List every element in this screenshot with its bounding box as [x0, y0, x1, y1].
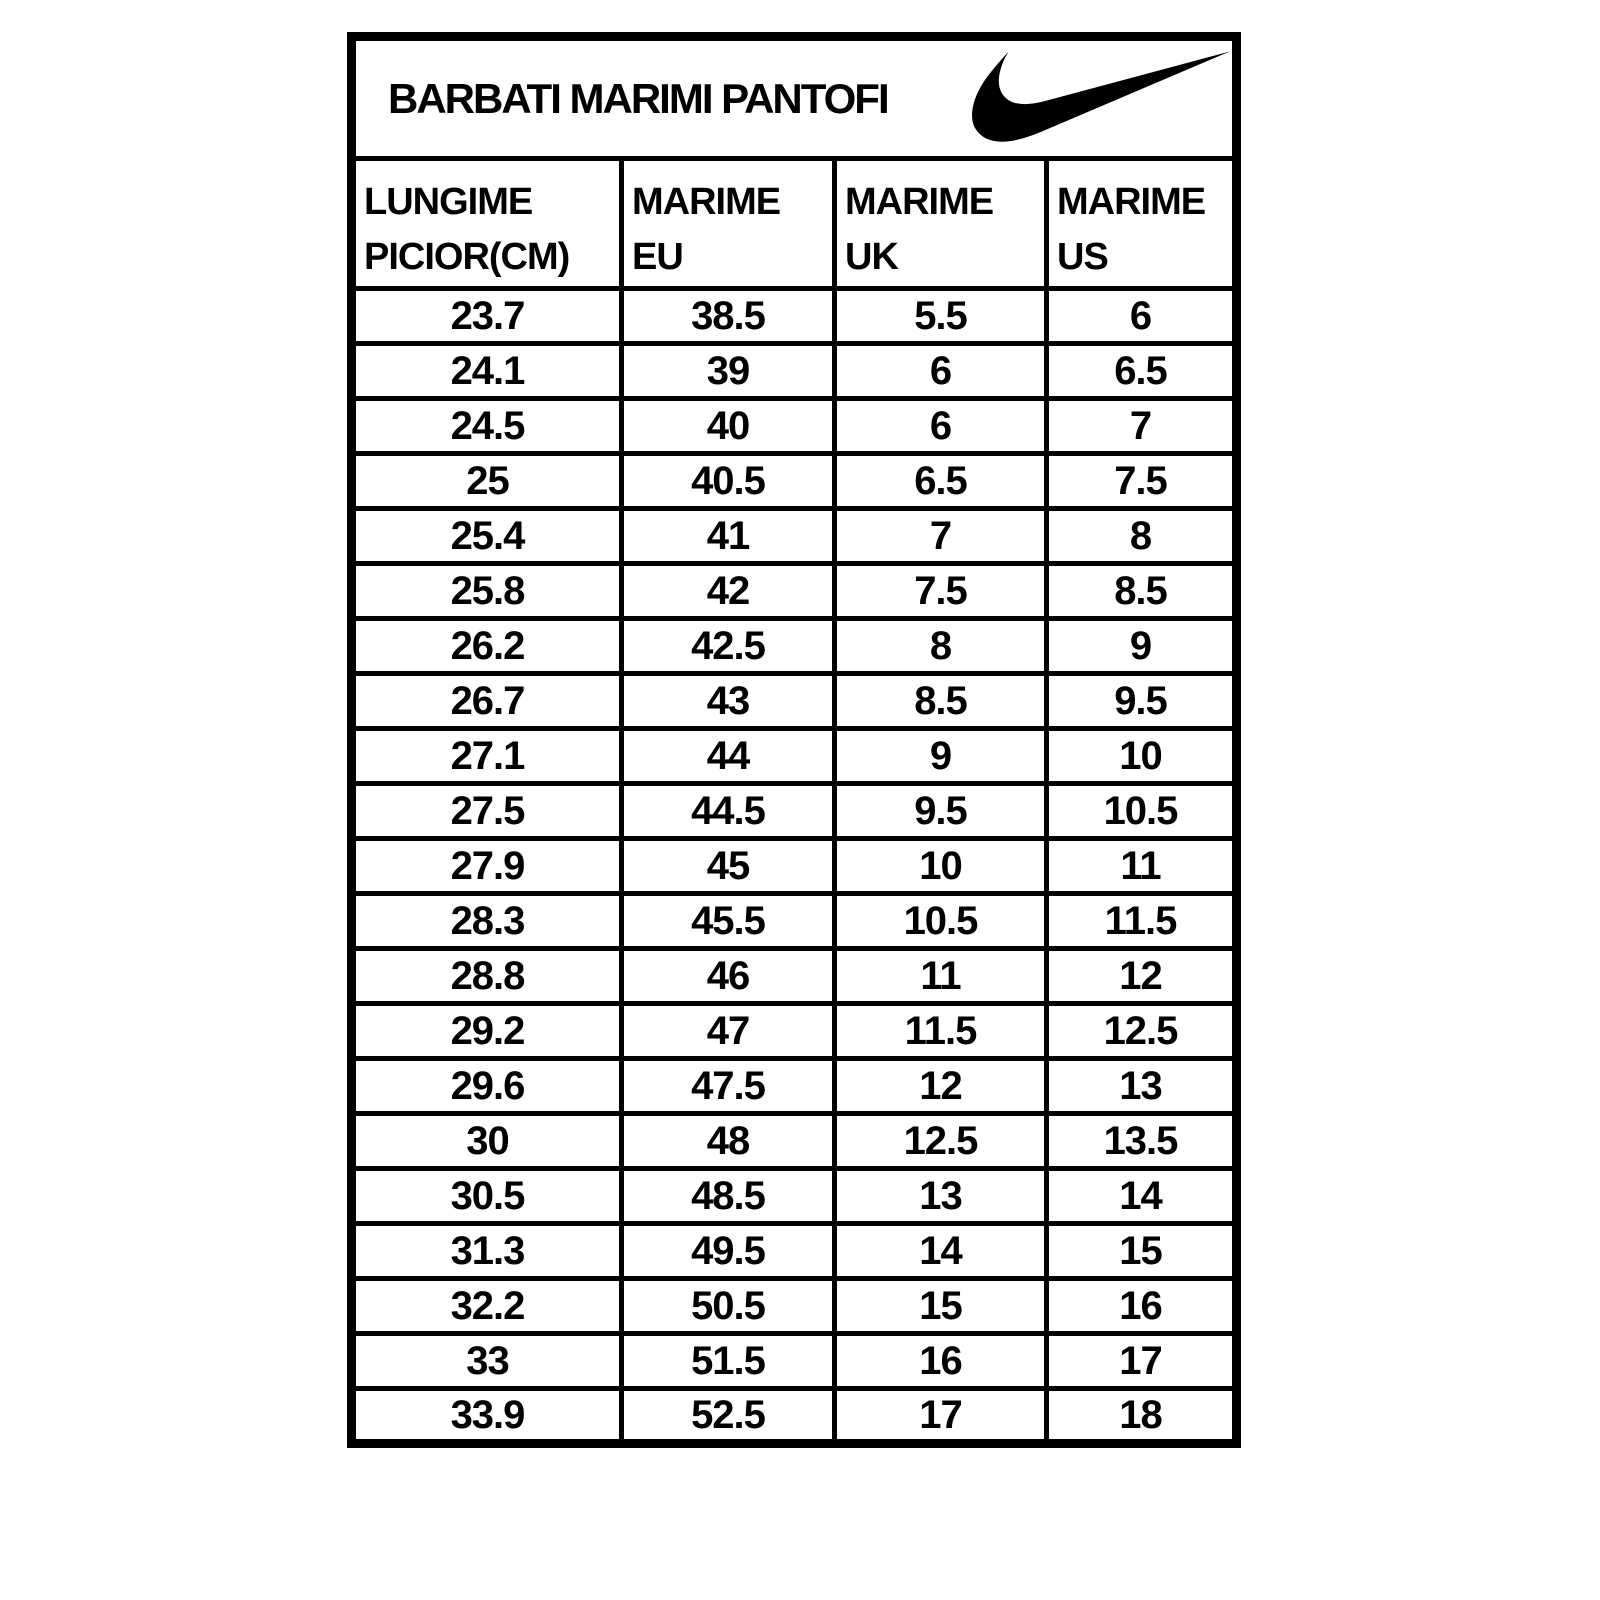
col-header-line1: MARIME: [632, 181, 781, 223]
cell-lungime-picior-cm: 29.6: [352, 1059, 622, 1114]
cell-lungime-picior-cm: 33: [352, 1334, 622, 1389]
table-row: [352, 454, 1237, 509]
cell-marime-eu: 43: [622, 674, 835, 729]
col-header-line1: MARIME: [1057, 181, 1206, 223]
cell-marime-eu: 39: [622, 344, 835, 399]
cell-marime-uk: 10.5: [835, 894, 1047, 949]
cell-marime-eu: 48.5: [622, 1169, 835, 1224]
cell-marime-us: 16: [1047, 1279, 1237, 1334]
chart-title: BARBATI MARIMI PANTOFI: [388, 74, 888, 122]
cell-marime-uk: 8: [835, 619, 1047, 674]
cell-marime-eu: 47: [622, 1004, 835, 1059]
cell-marime-eu: 38.5: [622, 289, 835, 344]
cell-marime-us: 6: [1047, 289, 1237, 344]
table-row: [352, 619, 1237, 674]
title-bar: [356, 41, 1232, 156]
cell-marime-us: 10: [1047, 729, 1237, 784]
cell-marime-uk: 17: [835, 1389, 1047, 1444]
col-header-line1: LUNGIME: [364, 181, 533, 223]
cell-marime-uk: 11: [835, 949, 1047, 1004]
table-row: [352, 1334, 1237, 1389]
table-row: [352, 839, 1237, 894]
col-header-marime-uk: [835, 159, 1047, 289]
cell-marime-eu: 45: [622, 839, 835, 894]
cell-lungime-picior-cm: 29.2: [352, 1004, 622, 1059]
cell-marime-us: 11.5: [1047, 894, 1237, 949]
table-row: [352, 729, 1237, 784]
cell-marime-eu: 44.5: [622, 784, 835, 839]
cell-marime-uk: 12.5: [835, 1114, 1047, 1169]
cell-marime-eu: 42: [622, 564, 835, 619]
cell-lungime-picior-cm: 26.2: [352, 619, 622, 674]
cell-lungime-picior-cm: 28.3: [352, 894, 622, 949]
cell-marime-eu: 45.5: [622, 894, 835, 949]
table-row: [352, 674, 1237, 729]
table-row: [352, 1004, 1237, 1059]
header-row: [352, 159, 1237, 289]
cell-lungime-picior-cm: 25.4: [352, 509, 622, 564]
cell-marime-uk: 12: [835, 1059, 1047, 1114]
title-row: [352, 37, 1237, 159]
cell-lungime-picior-cm: 27.5: [352, 784, 622, 839]
cell-marime-us: 12: [1047, 949, 1237, 1004]
cell-lungime-picior-cm: 32.2: [352, 1279, 622, 1334]
cell-marime-eu: 50.5: [622, 1279, 835, 1334]
cell-marime-us: 15: [1047, 1224, 1237, 1279]
table-row: [352, 784, 1237, 839]
cell-lungime-picior-cm: 33.9: [352, 1389, 622, 1444]
size-chart-table: [347, 32, 1241, 1448]
cell-marime-eu: 51.5: [622, 1334, 835, 1389]
cell-marime-uk: 9.5: [835, 784, 1047, 839]
col-header-line2: UK: [845, 236, 898, 279]
cell-marime-us: 7.5: [1047, 454, 1237, 509]
col-header-marime-eu: [622, 159, 835, 289]
cell-lungime-picior-cm: 27.1: [352, 729, 622, 784]
cell-lungime-picior-cm: 24.1: [352, 344, 622, 399]
cell-marime-us: 13.5: [1047, 1114, 1237, 1169]
table-row: [352, 1169, 1237, 1224]
table-row: [352, 289, 1237, 344]
cell-marime-eu: 46: [622, 949, 835, 1004]
col-header-lungime-picior-cm: [352, 159, 622, 289]
table-row: [352, 1114, 1237, 1169]
cell-marime-uk: 5.5: [835, 289, 1047, 344]
table-row: [352, 509, 1237, 564]
cell-marime-us: 9.5: [1047, 674, 1237, 729]
cell-marime-us: 8.5: [1047, 564, 1237, 619]
cell-lungime-picior-cm: 30: [352, 1114, 622, 1169]
nike-swoosh-icon: [972, 46, 1230, 146]
cell-marime-us: 12.5: [1047, 1004, 1237, 1059]
cell-marime-uk: 7: [835, 509, 1047, 564]
cell-marime-us: 11: [1047, 839, 1237, 894]
table-row: [352, 399, 1237, 454]
table-row: [352, 894, 1237, 949]
col-header-marime-us: [1047, 159, 1237, 289]
col-header-line1: MARIME: [845, 181, 994, 223]
cell-marime-uk: 14: [835, 1224, 1047, 1279]
cell-marime-uk: 10: [835, 839, 1047, 894]
cell-marime-us: 9: [1047, 619, 1237, 674]
cell-marime-uk: 16: [835, 1334, 1047, 1389]
cell-lungime-picior-cm: 25.8: [352, 564, 622, 619]
col-header-line2: US: [1057, 236, 1108, 279]
cell-lungime-picior-cm: 24.5: [352, 399, 622, 454]
cell-marime-uk: 6.5: [835, 454, 1047, 509]
cell-marime-us: 17: [1047, 1334, 1237, 1389]
table-row: [352, 1224, 1237, 1279]
cell-marime-uk: 8.5: [835, 674, 1047, 729]
cell-lungime-picior-cm: 25: [352, 454, 622, 509]
table-row: [352, 1279, 1237, 1334]
cell-marime-uk: 9: [835, 729, 1047, 784]
table-row: [352, 1389, 1237, 1444]
cell-lungime-picior-cm: 30.5: [352, 1169, 622, 1224]
cell-marime-eu: 42.5: [622, 619, 835, 674]
cell-marime-eu: 52.5: [622, 1389, 835, 1444]
cell-marime-eu: 40.5: [622, 454, 835, 509]
table-row: [352, 949, 1237, 1004]
cell-marime-us: 8: [1047, 509, 1237, 564]
cell-lungime-picior-cm: 31.3: [352, 1224, 622, 1279]
cell-marime-us: 13: [1047, 1059, 1237, 1114]
table-row: [352, 344, 1237, 399]
cell-marime-us: 18: [1047, 1389, 1237, 1444]
cell-marime-uk: 6: [835, 399, 1047, 454]
cell-marime-uk: 11.5: [835, 1004, 1047, 1059]
cell-marime-uk: 6: [835, 344, 1047, 399]
col-header-line2: PICIOR(CM): [364, 236, 570, 279]
cell-marime-eu: 40: [622, 399, 835, 454]
cell-marime-uk: 13: [835, 1169, 1047, 1224]
cell-marime-eu: 49.5: [622, 1224, 835, 1279]
cell-marime-us: 10.5: [1047, 784, 1237, 839]
title-cell: [352, 37, 1237, 159]
table-row: [352, 564, 1237, 619]
cell-marime-eu: 48: [622, 1114, 835, 1169]
cell-marime-eu: 44: [622, 729, 835, 784]
cell-lungime-picior-cm: 27.9: [352, 839, 622, 894]
cell-lungime-picior-cm: 23.7: [352, 289, 622, 344]
cell-lungime-picior-cm: 26.7: [352, 674, 622, 729]
table-body: [352, 289, 1237, 1444]
cell-marime-us: 6.5: [1047, 344, 1237, 399]
cell-marime-uk: 7.5: [835, 564, 1047, 619]
cell-marime-eu: 41: [622, 509, 835, 564]
cell-marime-uk: 15: [835, 1279, 1047, 1334]
table-row: [352, 1059, 1237, 1114]
cell-marime-us: 14: [1047, 1169, 1237, 1224]
cell-lungime-picior-cm: 28.8: [352, 949, 622, 1004]
cell-marime-eu: 47.5: [622, 1059, 835, 1114]
cell-marime-us: 7: [1047, 399, 1237, 454]
col-header-line2: EU: [632, 236, 683, 279]
